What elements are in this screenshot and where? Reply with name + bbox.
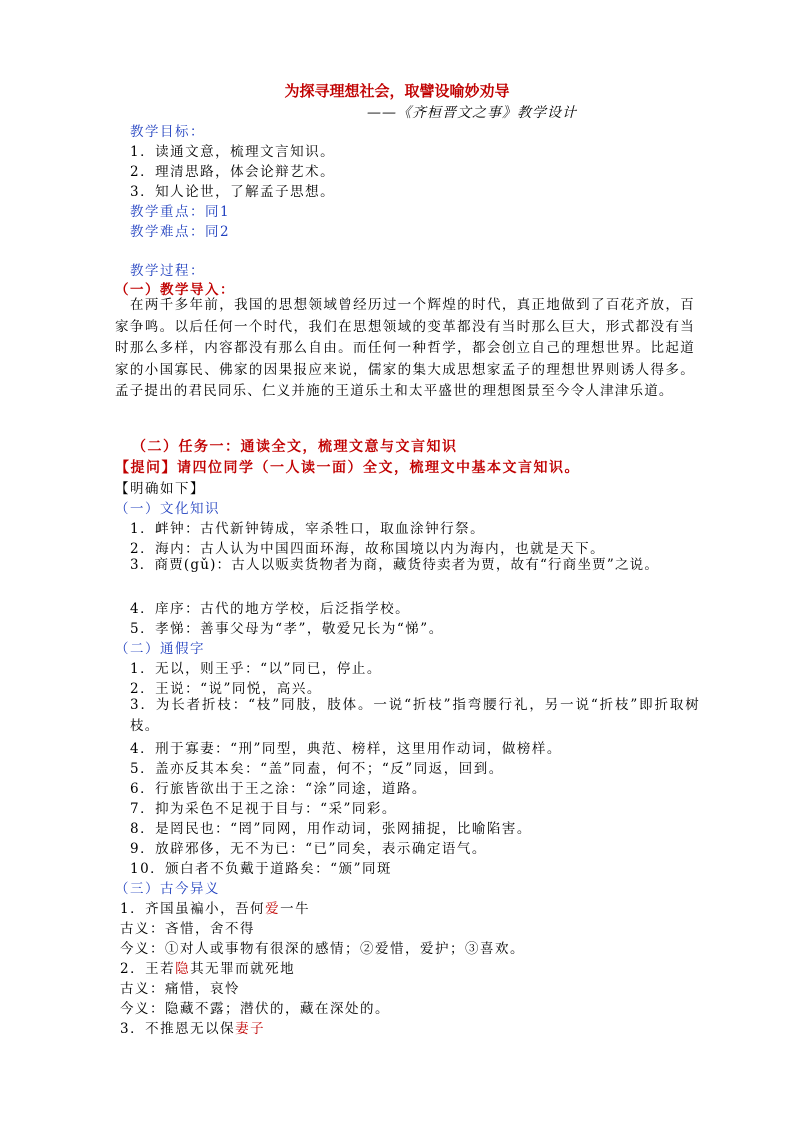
culture-item: 5．孝悌：善事父母为“孝”，敬爱兄长为“悌”。	[130, 621, 444, 637]
culture-heading: （一）文化知识	[115, 501, 220, 517]
question-label: 【提问】	[115, 460, 177, 476]
key-point-label: 教学重点：	[130, 204, 205, 220]
intro-heading: （一）教学导入：	[115, 282, 235, 298]
gujin-old-meaning: 古义：吝惜，舍不得	[120, 921, 255, 937]
example-text: 一牛	[280, 901, 311, 917]
answer-label: 【明确如下】	[115, 481, 205, 497]
culture-item: 2．海内：古人认为中国四面环海，故称国境以内为海内，也就是天下。	[130, 541, 606, 557]
gujin-new-meaning: 今义：①对人或事物有很深的感情；②爱惜，爱护；③喜欢。	[120, 941, 525, 957]
tongjia-heading: （二）通假字	[115, 641, 205, 657]
tongjia-item: 1．无以，则王乎：“以”同已，停止。	[130, 661, 382, 677]
tongjia-item: 7．抑为采色不足视于目与：“采”同彩。	[130, 801, 397, 817]
tongjia-item: 8．是罔民也：“罔”同网，用作动词，张网捕捉，比喻陷害。	[130, 821, 532, 837]
key-point-value: 同1	[205, 204, 231, 220]
difficulty-value: 同2	[205, 224, 231, 240]
gujin-example-3	[120, 1017, 265, 1037]
highlighted-word: 隐	[175, 961, 191, 977]
culture-item: 4．庠序：古代的地方学校，后泛指学校。	[130, 601, 411, 617]
difficulty-label: 教学难点：	[130, 224, 205, 240]
intro-paragraph: 在两千多年前，我国的思想领域曾经历过一个辉煌的时代，真正地做到了百花齐放，百家争鸣。以后任何一个时代，我们在思想领域的变革都没有当时那么巨大，形式都没有当时那么多样，内容都没有那么自由。而任何一种哲学，都会创立自己的理想世界。比起道家的小国寡民、佛家的因果报应来说，儒家的集大成思想家孟子的理想世界则诱人得多。孟子提出的君民同乐、仁义并施的王道乐土和太平盛世的理想图景至今令人津津乐道。	[115, 297, 695, 399]
process-heading: 教学过程：	[130, 263, 205, 279]
objectives-heading: 教学目标：	[130, 124, 205, 140]
objective-item: 2．理清思路，体会论辩艺术。	[130, 164, 336, 180]
gujin-old-meaning: 古义：痛惜，哀怜	[120, 981, 240, 997]
gujin-new-meaning: 今义：隐藏不露；潜伏的，藏在深处的。	[120, 1001, 390, 1017]
tongjia-item: 6．行旅皆欲出于王之涂：“涂”同途，道路。	[130, 781, 427, 797]
difficulty-point	[130, 220, 230, 240]
example-text: 其无罪而就死地	[190, 961, 296, 977]
gujin-example-1	[120, 897, 310, 917]
objective-item: 3．知人论世，了解孟子思想。	[130, 184, 336, 200]
task1-heading: （二）任务一：通读全文，梳理文意与文言知识	[132, 439, 458, 455]
culture-item: 1．衅钟：古代新钟铸成，宰杀牲口，取血涂钟行祭。	[130, 521, 486, 537]
tongjia-item: 10．颁白者不负戴于道路矣：“颁”同斑	[130, 861, 392, 877]
tongjia-item: 4．刑于寡妻：“刑”同型，典范、榜样，这里用作动词，做榜样。	[130, 741, 562, 757]
objective-item: 1．读通文意，梳理文言知识。	[130, 144, 336, 160]
example-text: 1．齐国虽褊小，吾何	[120, 901, 266, 917]
question-text: 请四位同学（一人读一面）全文，梳理文中基本文言知识。	[177, 460, 580, 476]
document-subtitle: ——《齐桓晋文之事》教学设计	[367, 105, 577, 121]
highlighted-word: 妻子	[235, 1021, 266, 1037]
document-title: 为探寻理想社会，取譬设喻妙劝导	[284, 82, 510, 100]
gujin-heading: （三）古今异义	[115, 881, 220, 897]
example-text: 3．不推恩无以保	[120, 1021, 236, 1037]
gujin-example-2	[120, 957, 295, 977]
question-line	[115, 457, 580, 477]
example-text: 2．王若	[120, 961, 176, 977]
highlighted-word: 爱	[265, 901, 281, 917]
tongjia-item: 2．王说：“说”同悦，高兴。	[130, 681, 322, 697]
tongjia-item: 3．为长者折枝：“枝”同肢，肢体。一说“折枝”指弯腰行礼，另一说“折枝”即折取树枝。	[130, 697, 700, 734]
culture-item: 3．商贾(gǔ)：古人以贩卖货物者为商，藏货待卖者为贾，故有“行商坐贾”之说。	[130, 557, 660, 573]
tongjia-item: 9．放辟邪侈，无不为已：“已”同矣，表示确定语气。	[130, 841, 487, 857]
key-point	[130, 200, 230, 220]
tongjia-item: 5．盖亦反其本矣：“盖”同盍，何不；“反”同返，回到。	[130, 761, 504, 777]
